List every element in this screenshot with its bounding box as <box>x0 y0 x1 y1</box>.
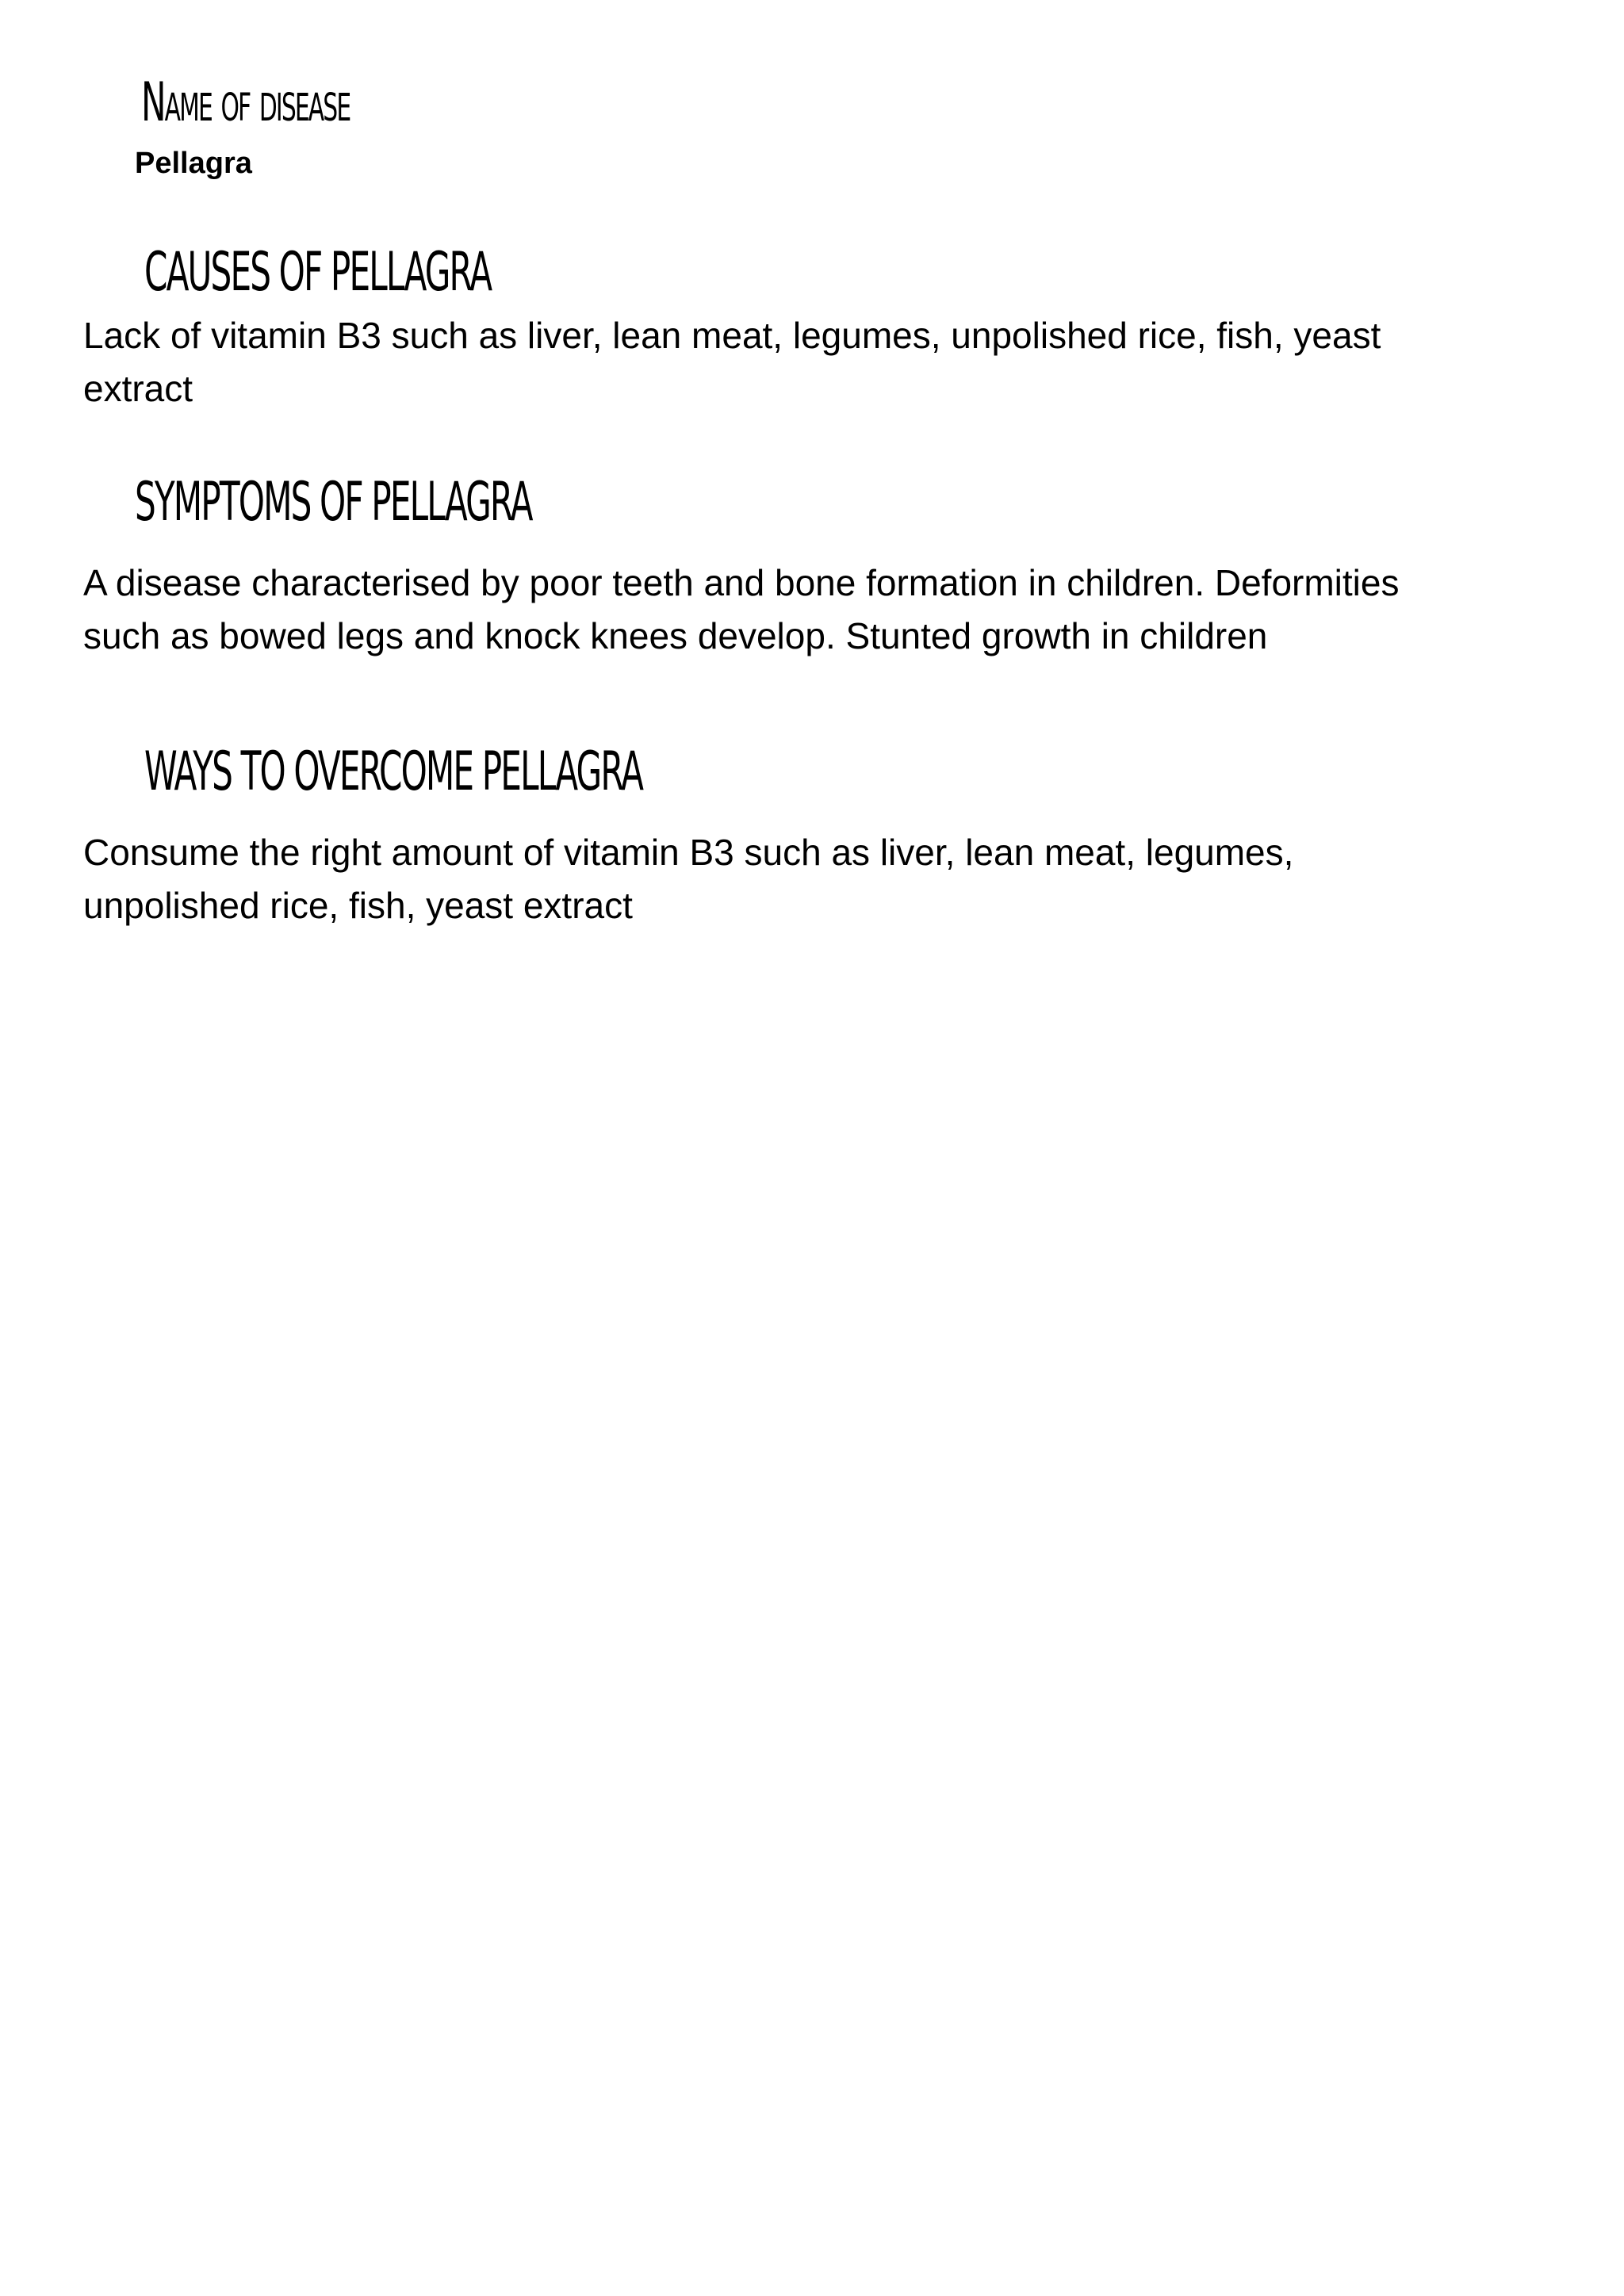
overcome-heading: WAYS TO OVERCOME PELLAGRA <box>144 740 643 803</box>
causes-text-line: extract <box>83 368 193 409</box>
symptoms-heading: SYMPTOMS OF PELLAGRA <box>135 471 532 534</box>
symptoms-text-line: A disease characterised by poor teeth and bone formation in children. Deformities <box>83 562 1400 603</box>
overcome-text-line: Consume the right amount of vitamin B3 such as liver, lean meat, legumes, <box>83 832 1294 873</box>
name-of-disease-heading: Name of disease <box>141 71 350 134</box>
disease-name-value: Pellagra <box>135 147 252 180</box>
symptoms-text <box>83 557 1574 663</box>
overcome-text-line: unpolished rice, fish, yeast extract <box>83 885 633 926</box>
overcome-text <box>83 826 1574 932</box>
causes-text-line: Lack of vitamin B3 such as liver, lean meat, legumes, unpolished rice, fish, yeast <box>83 315 1381 356</box>
causes-text <box>83 309 1574 415</box>
symptoms-text-line: such as bowed legs and knock knees develop. Stunted growth in children <box>83 615 1268 656</box>
causes-heading: CAUSES OF PELLAGRA <box>144 241 492 304</box>
